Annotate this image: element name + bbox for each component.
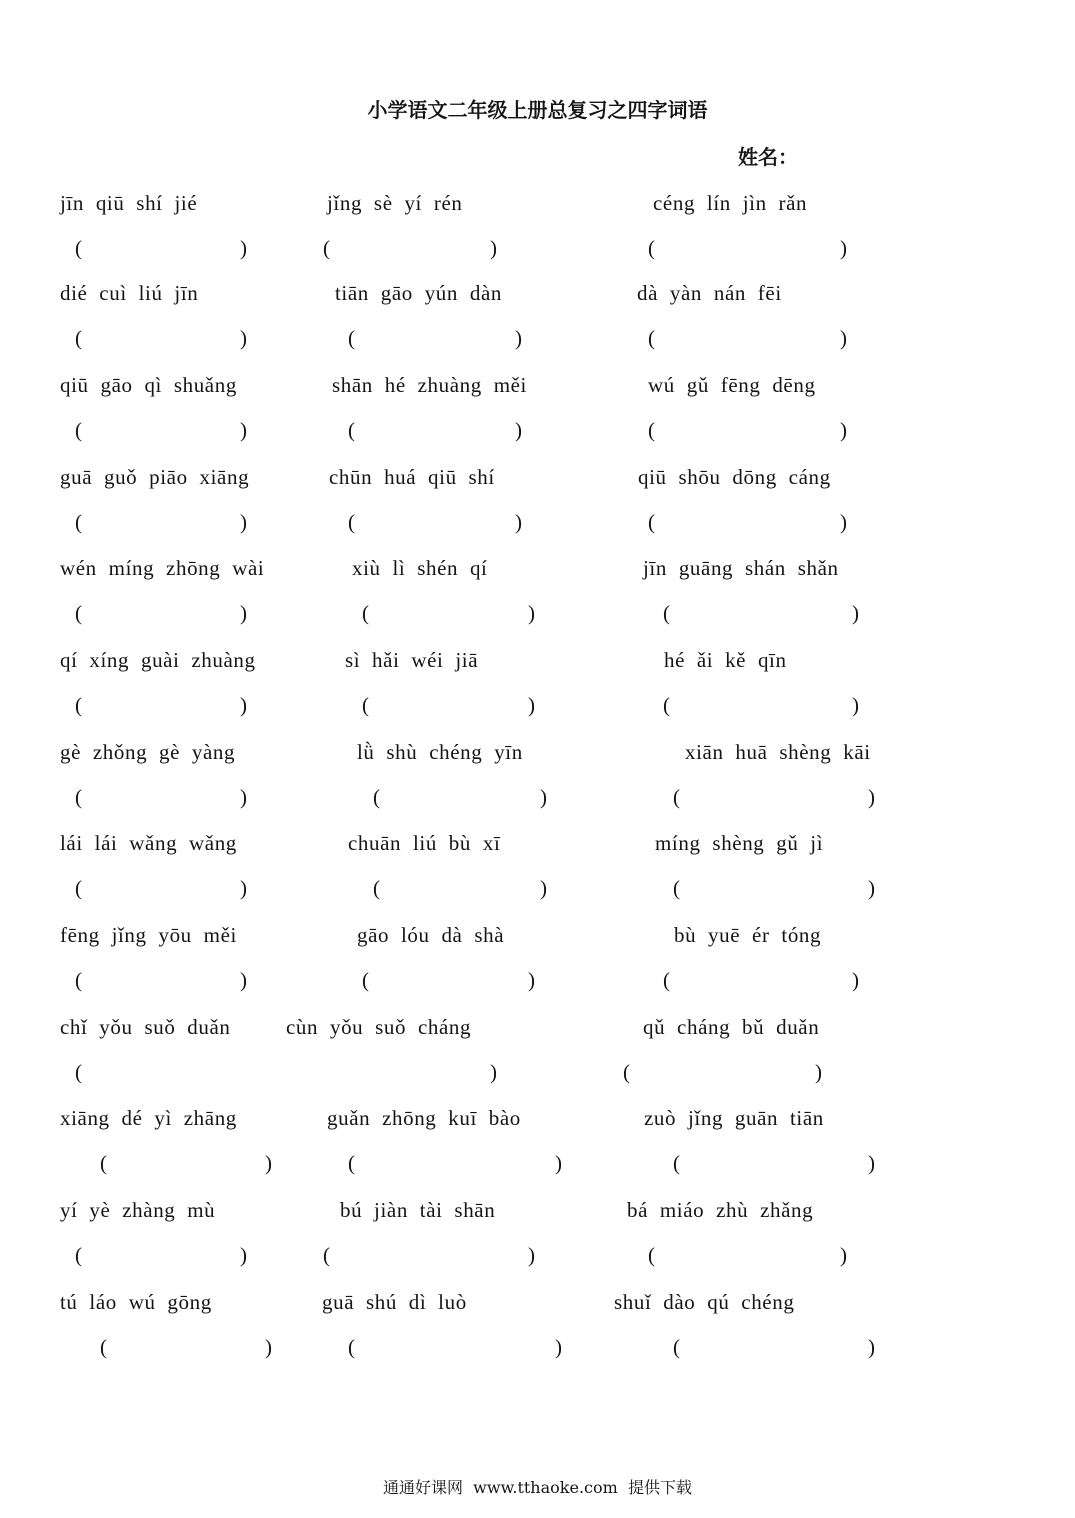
pinyin-word: cùn yǒu suǒ cháng — [286, 1015, 472, 1039]
pinyin-word: qiū shōu dōng cáng — [638, 465, 831, 489]
answer-blank-open-paren: ( — [663, 968, 670, 992]
answer-blank-open-paren: ( — [348, 1335, 355, 1359]
answer-blank-open-paren: ( — [348, 1151, 355, 1175]
answer-blank-open-paren: ( — [648, 418, 655, 442]
answer-blank-close-paren: ) — [240, 1243, 247, 1267]
pinyin-word: sì hǎi wéi jiā — [345, 648, 479, 672]
answer-blank-open-paren: ( — [673, 785, 680, 809]
answer-blank-open-paren: ( — [348, 418, 355, 442]
answer-blank-open-paren: ( — [348, 326, 355, 350]
pinyin-word: shān hé zhuàng měi — [332, 373, 527, 397]
answer-blank-close-paren: ) — [840, 418, 847, 442]
pinyin-word: shuǐ dào qú chéng — [614, 1290, 795, 1314]
pinyin-word: céng lín jìn rǎn — [653, 191, 808, 215]
pinyin-word: xiù lì shén qí — [352, 556, 488, 580]
answer-blank-close-paren: ) — [840, 236, 847, 260]
answer-blank-close-paren: ) — [852, 693, 859, 717]
answer-blank-open-paren: ( — [100, 1335, 107, 1359]
answer-blank-close-paren: ) — [515, 418, 522, 442]
answer-blank-open-paren: ( — [362, 601, 369, 625]
answer-blank-close-paren: ) — [240, 876, 247, 900]
answer-blank-close-paren: ) — [852, 601, 859, 625]
pinyin-word: tiān gāo yún dàn — [335, 281, 502, 305]
answer-blank-open-paren: ( — [75, 785, 82, 809]
pinyin-word: wén míng zhōng wài — [60, 556, 265, 580]
pinyin-word: gè zhǒng gè yàng — [60, 740, 236, 764]
answer-blank-open-paren: ( — [648, 1243, 655, 1267]
answer-blank-close-paren: ) — [868, 1151, 875, 1175]
answer-blank-open-paren: ( — [348, 510, 355, 534]
answer-blank-open-paren: ( — [75, 1243, 82, 1267]
pinyin-word: bù yuē ér tóng — [674, 923, 822, 947]
pinyin-word: lǜ shù chéng yīn — [357, 740, 523, 764]
answer-blank-open-paren: ( — [373, 876, 380, 900]
pinyin-word: bá miáo zhù zhǎng — [627, 1198, 814, 1222]
answer-blank-close-paren: ) — [265, 1335, 272, 1359]
answer-blank-close-paren: ) — [540, 876, 547, 900]
answer-blank-open-paren: ( — [100, 1151, 107, 1175]
answer-blank-close-paren: ) — [540, 785, 547, 809]
pinyin-word: gāo lóu dà shà — [357, 923, 505, 947]
answer-blank-close-paren: ) — [240, 510, 247, 534]
pinyin-word: zuò jǐng guān tiān — [644, 1106, 824, 1130]
answer-blank-open-paren: ( — [373, 785, 380, 809]
pinyin-word: yí yè zhàng mù — [60, 1198, 216, 1222]
answer-blank-open-paren: ( — [323, 236, 330, 260]
answer-blank-open-paren: ( — [75, 236, 82, 260]
answer-blank-close-paren: ) — [528, 1243, 535, 1267]
pinyin-word: dié cuì liú jīn — [60, 281, 199, 305]
answer-blank-open-paren: ( — [75, 1060, 82, 1084]
answer-blank-close-paren: ) — [240, 601, 247, 625]
pinyin-word: jīn guāng shán shǎn — [643, 556, 839, 580]
answer-blank-close-paren: ) — [840, 510, 847, 534]
answer-blank-close-paren: ) — [515, 326, 522, 350]
answer-blank-close-paren: ) — [852, 968, 859, 992]
footer-credit: 通通好课网 www.tthaoke.com 提供下载 — [383, 1478, 692, 1497]
answer-blank-close-paren: ) — [240, 968, 247, 992]
pinyin-word: xiāng dé yì zhāng — [60, 1106, 237, 1130]
pinyin-word: qiū gāo qì shuǎng — [60, 373, 237, 397]
answer-blank-close-paren: ) — [555, 1335, 562, 1359]
pinyin-word: míng shèng gǔ jì — [655, 831, 824, 855]
answer-blank-open-paren: ( — [75, 601, 82, 625]
answer-blank-close-paren: ) — [815, 1060, 822, 1084]
pinyin-word: dà yàn nán fēi — [637, 281, 782, 305]
answer-blank-open-paren: ( — [673, 1151, 680, 1175]
answer-blank-close-paren: ) — [868, 1335, 875, 1359]
answer-blank-close-paren: ) — [528, 601, 535, 625]
pinyin-word: guā guǒ piāo xiāng — [60, 465, 250, 489]
answer-blank-open-paren: ( — [673, 876, 680, 900]
answer-blank-close-paren: ) — [555, 1151, 562, 1175]
pinyin-word: qí xíng guài zhuàng — [60, 648, 256, 672]
answer-blank-open-paren: ( — [673, 1335, 680, 1359]
answer-blank-open-paren: ( — [75, 876, 82, 900]
page-title: 小学语文二年级上册总复习之四字词语 — [367, 98, 708, 122]
pinyin-word: qǔ cháng bǔ duǎn — [643, 1015, 820, 1039]
answer-blank-close-paren: ) — [490, 1060, 497, 1084]
answer-blank-open-paren: ( — [323, 1243, 330, 1267]
pinyin-word: chǐ yǒu suǒ duǎn — [60, 1015, 231, 1039]
answer-blank-close-paren: ) — [490, 236, 497, 260]
answer-blank-open-paren: ( — [75, 693, 82, 717]
pinyin-word: hé ǎi kě qīn — [664, 648, 787, 672]
pinyin-word: tú láo wú gōng — [60, 1290, 212, 1314]
answer-blank-close-paren: ) — [265, 1151, 272, 1175]
answer-blank-open-paren: ( — [362, 693, 369, 717]
pinyin-word: chuān liú bù xī — [348, 831, 501, 855]
pinyin-word: fēng jǐng yōu měi — [60, 923, 237, 947]
pinyin-word: chūn huá qiū shí — [329, 465, 495, 489]
answer-blank-open-paren: ( — [623, 1060, 630, 1084]
answer-blank-close-paren: ) — [240, 326, 247, 350]
answer-blank-close-paren: ) — [240, 418, 247, 442]
answer-blank-open-paren: ( — [362, 968, 369, 992]
pinyin-word: guā shú dì luò — [322, 1290, 467, 1314]
answer-blank-close-paren: ) — [840, 1243, 847, 1267]
answer-blank-open-paren: ( — [648, 326, 655, 350]
answer-blank-close-paren: ) — [240, 785, 247, 809]
answer-blank-close-paren: ) — [528, 693, 535, 717]
answer-blank-open-paren: ( — [648, 236, 655, 260]
pinyin-word: bú jiàn tài shān — [340, 1198, 496, 1222]
pinyin-word: xiān huā shèng kāi — [685, 740, 871, 764]
answer-blank-open-paren: ( — [75, 326, 82, 350]
answer-blank-close-paren: ) — [240, 236, 247, 260]
pinyin-word: wú gǔ fēng dēng — [648, 373, 816, 397]
answer-blank-close-paren: ) — [868, 785, 875, 809]
answer-blank-close-paren: ) — [515, 510, 522, 534]
answer-blank-close-paren: ) — [840, 326, 847, 350]
pinyin-word: jīn qiū shí jié — [60, 191, 198, 215]
pinyin-word: guǎn zhōng kuī bào — [327, 1106, 521, 1130]
pinyin-word: jǐng sè yí rén — [327, 191, 463, 215]
answer-blank-close-paren: ) — [240, 693, 247, 717]
answer-blank-close-paren: ) — [868, 876, 875, 900]
answer-blank-close-paren: ) — [528, 968, 535, 992]
answer-blank-open-paren: ( — [663, 693, 670, 717]
answer-blank-open-paren: ( — [75, 418, 82, 442]
name-field-label: 姓名： — [738, 145, 798, 169]
answer-blank-open-paren: ( — [75, 968, 82, 992]
answer-blank-open-paren: ( — [648, 510, 655, 534]
answer-blank-open-paren: ( — [663, 601, 670, 625]
answer-blank-open-paren: ( — [75, 510, 82, 534]
pinyin-word: lái lái wǎng wǎng — [60, 831, 237, 855]
